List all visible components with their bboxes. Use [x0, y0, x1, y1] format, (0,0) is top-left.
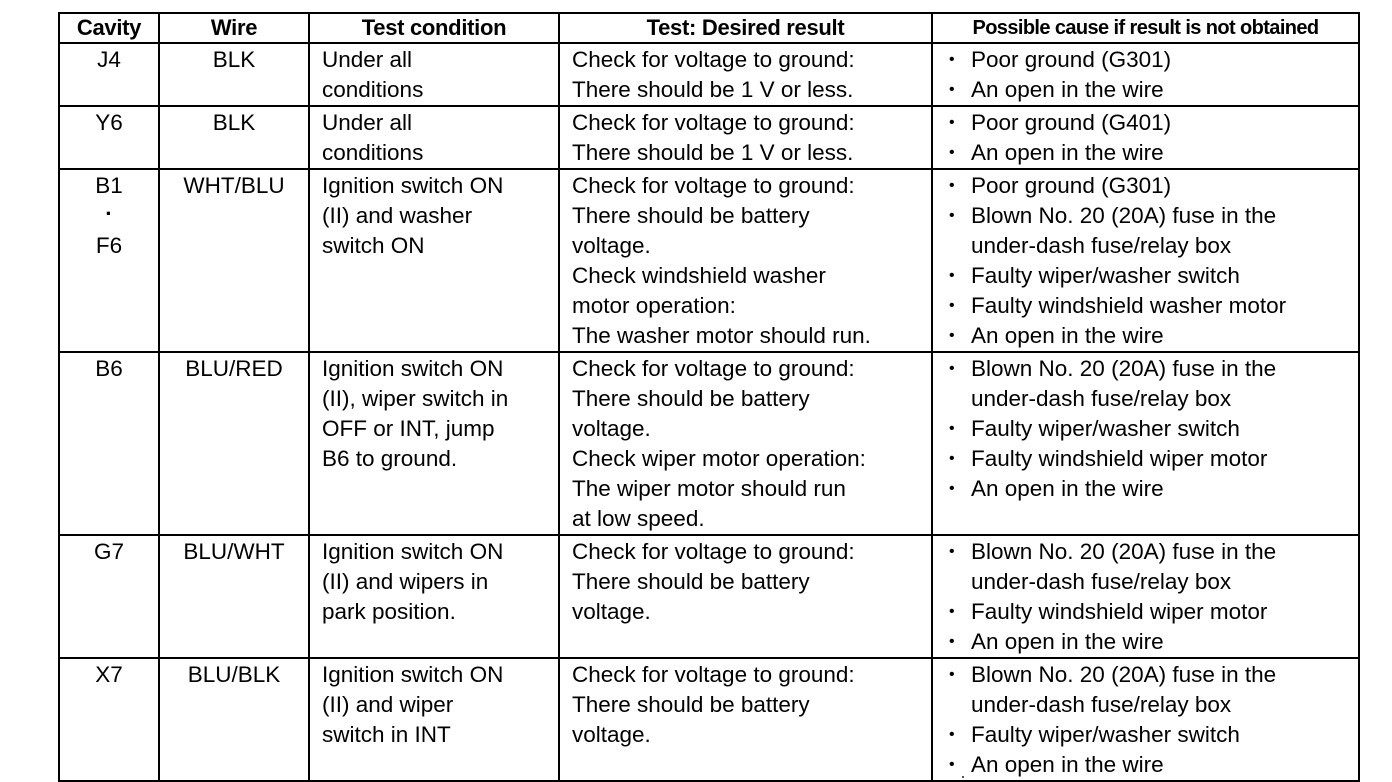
cavity-cell	[59, 43, 159, 106]
possible-cause-cell	[932, 658, 1359, 781]
desired-result-cell	[559, 43, 932, 106]
wire-cell	[159, 658, 309, 781]
cavity-cell	[59, 535, 159, 658]
result-line: There should be 1 V or less.	[572, 77, 854, 102]
cavity-label: G7	[93, 539, 124, 564]
result-line: There should be battery	[572, 692, 810, 717]
table-body	[59, 43, 1359, 781]
possible-cause-cell	[932, 43, 1359, 106]
cause-item: • Blown No. 20 (20A) fuse in the under-dash fuse/relay box	[943, 354, 1358, 414]
diagnostic-table	[58, 12, 1360, 782]
header-cavity: Cavity	[59, 13, 159, 43]
table-row	[59, 43, 1359, 106]
result-line: Check for voltage to ground:	[572, 539, 855, 564]
cause-item: • Faulty windshield washer motor	[943, 291, 1358, 321]
cause-item: • Poor ground (G301)	[943, 45, 1358, 75]
cavity-label: Y6	[95, 110, 123, 135]
cause-item: • An open in the wire	[943, 750, 1358, 780]
test-condition-cell	[309, 658, 559, 781]
result-line: voltage.	[572, 233, 651, 258]
cause-item: • Blown No. 20 (20A) fuse in the under-dash fuse/relay box	[943, 537, 1358, 597]
desired-result-cell	[559, 535, 932, 658]
result-line: There should be 1 V or less.	[572, 140, 854, 165]
wire-color: WHT/BLU	[183, 173, 285, 198]
desired-result-cell	[559, 658, 932, 781]
condition-line: (II) and washer	[322, 203, 473, 228]
wire-color: BLK	[212, 47, 256, 72]
condition-line: Ignition switch ON	[322, 356, 504, 381]
header-desired-result: Test: Desired result	[559, 13, 932, 43]
cavity-cell	[59, 169, 159, 352]
result-line: voltage.	[572, 416, 651, 441]
cause-list	[943, 537, 1358, 657]
test-condition-cell	[309, 106, 559, 169]
result-line: at low speed.	[572, 506, 705, 531]
wire-cell	[159, 106, 309, 169]
result-line: voltage.	[572, 599, 651, 624]
cause-list	[943, 354, 1358, 504]
cause-item: • An open in the wire	[943, 627, 1358, 657]
header-test-condition: Test condition	[309, 13, 559, 43]
result-line: There should be battery	[572, 386, 810, 411]
cavity-cell	[59, 106, 159, 169]
header-possible-cause: Possible cause if result is not obtained	[932, 13, 1359, 43]
scan-speck	[962, 776, 964, 778]
possible-cause-cell	[932, 169, 1359, 352]
test-condition-cell	[309, 43, 559, 106]
condition-line: (II), wiper switch in	[322, 386, 509, 411]
condition-line: conditions	[322, 140, 424, 165]
result-line: Check for voltage to ground:	[572, 356, 855, 381]
condition-line: Under all	[322, 110, 413, 135]
result-line: There should be battery	[572, 203, 810, 228]
condition-line: OFF or INT, jump	[322, 416, 495, 441]
result-line: Check for voltage to ground:	[572, 110, 855, 135]
cause-item: • Poor ground (G401)	[943, 108, 1358, 138]
result-line: Check wiper motor operation:	[572, 446, 866, 471]
wire-color: BLU/BLK	[187, 662, 281, 687]
condition-line: (II) and wipers in	[322, 569, 489, 594]
cause-item: • An open in the wire	[943, 75, 1358, 105]
result-line: The washer motor should run.	[572, 323, 871, 348]
table-row	[59, 535, 1359, 658]
condition-line: B6 to ground.	[322, 446, 458, 471]
result-line: Check for voltage to ground:	[572, 47, 855, 72]
cause-item: • An open in the wire	[943, 474, 1358, 504]
cause-item: • Faulty wiper/washer switch	[943, 414, 1358, 444]
test-condition-cell	[309, 352, 559, 535]
condition-line: Ignition switch ON	[322, 173, 504, 198]
desired-result-cell	[559, 352, 932, 535]
desired-result-cell	[559, 169, 932, 352]
possible-cause-cell	[932, 106, 1359, 169]
cavity-separator: ·	[105, 201, 113, 226]
cavity-label: B6	[95, 356, 123, 381]
result-line: There should be battery	[572, 569, 810, 594]
condition-line: switch ON	[322, 233, 425, 258]
desired-result-cell	[559, 106, 932, 169]
cavity-cell	[59, 352, 159, 535]
wire-cell	[159, 535, 309, 658]
wire-color: BLK	[212, 110, 256, 135]
wire-color: BLU/WHT	[183, 539, 285, 564]
cavity-cell	[59, 658, 159, 781]
wire-cell	[159, 43, 309, 106]
table-row	[59, 658, 1359, 781]
header-wire: Wire	[159, 13, 309, 43]
header-row	[59, 13, 1359, 43]
table-row	[59, 106, 1359, 169]
wire-color: BLU/RED	[185, 356, 283, 381]
wire-cell	[159, 169, 309, 352]
condition-line: Ignition switch ON	[322, 539, 504, 564]
result-line: The wiper motor should run	[572, 476, 846, 501]
test-condition-cell	[309, 169, 559, 352]
condition-line: (II) and wiper	[322, 692, 454, 717]
result-line: motor operation:	[572, 293, 736, 318]
test-condition-cell	[309, 535, 559, 658]
cause-list	[943, 660, 1358, 780]
result-line: voltage.	[572, 722, 651, 747]
cavity-label: F6	[95, 233, 123, 258]
cause-item: • Faulty wiper/washer switch	[943, 720, 1358, 750]
cause-item: • Faulty wiper/washer switch	[943, 261, 1358, 291]
cavity-label: X7	[95, 662, 123, 687]
cavity-label: J4	[97, 47, 121, 72]
cavity-label: B1	[95, 173, 123, 198]
cause-list	[943, 171, 1358, 351]
possible-cause-cell	[932, 352, 1359, 535]
cause-item: • Faulty windshield wiper motor	[943, 444, 1358, 474]
cause-item: • Blown No. 20 (20A) fuse in the under-dash fuse/relay box	[943, 201, 1358, 261]
result-line: Check windshield washer	[572, 263, 826, 288]
table-row	[59, 169, 1359, 352]
condition-line: conditions	[322, 77, 424, 102]
table-row	[59, 352, 1359, 535]
condition-line: Ignition switch ON	[322, 662, 504, 687]
condition-line: switch in INT	[322, 722, 451, 747]
condition-line: park position.	[322, 599, 456, 624]
cause-list	[943, 45, 1358, 105]
cause-list	[943, 108, 1358, 168]
result-line: Check for voltage to ground:	[572, 662, 855, 687]
cause-item: • Faulty windshield wiper motor	[943, 597, 1358, 627]
condition-line: Under all	[322, 47, 413, 72]
cause-item: • An open in the wire	[943, 321, 1358, 351]
cause-item: • An open in the wire	[943, 138, 1358, 168]
wire-cell	[159, 352, 309, 535]
result-line: Check for voltage to ground:	[572, 173, 855, 198]
possible-cause-cell	[932, 535, 1359, 658]
cause-item: • Blown No. 20 (20A) fuse in the under-dash fuse/relay box	[943, 660, 1358, 720]
cause-item: • Poor ground (G301)	[943, 171, 1358, 201]
